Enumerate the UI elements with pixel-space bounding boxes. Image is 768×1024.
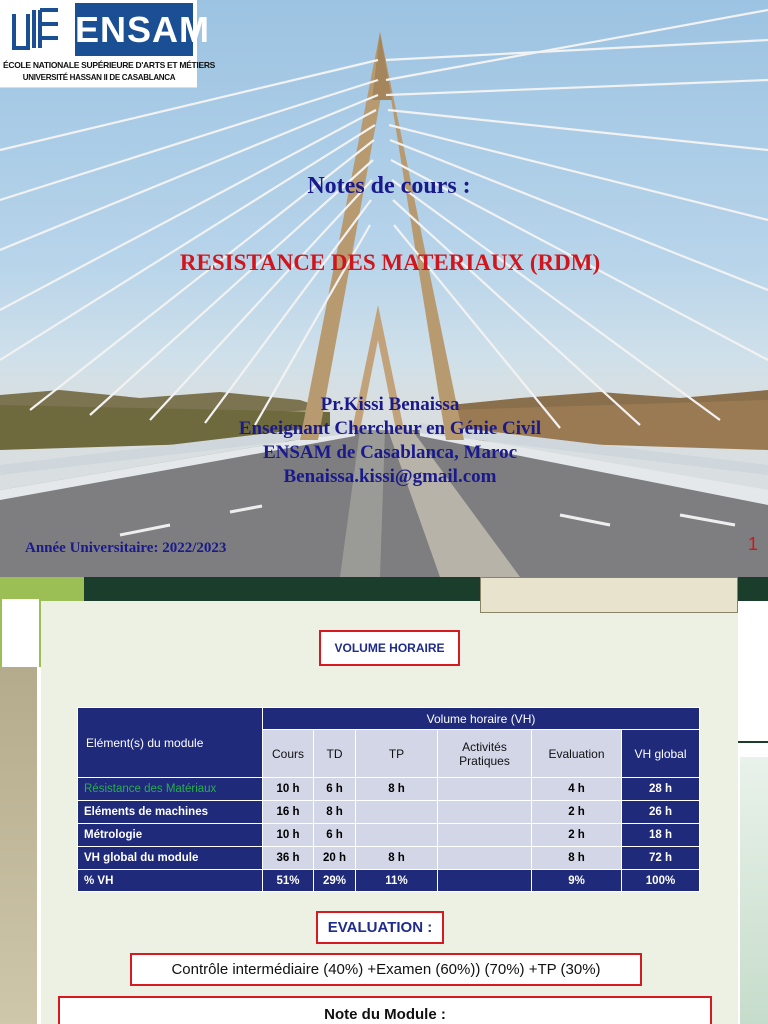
school-name: ÉCOLE NATIONALE SUPÉRIEURE D'ARTS ET MÉTIERS (3, 60, 216, 70)
table-cell: 51% (263, 870, 314, 892)
ensam-logo (0, 0, 216, 88)
table-cell: 8 h (314, 801, 356, 824)
column-header: Cours (263, 730, 314, 778)
table-cell: 16 h (263, 801, 314, 824)
column-header: VH global (622, 730, 700, 778)
table-cell: 18 h (622, 824, 700, 847)
table-cell: 8 h (356, 778, 438, 801)
table-row (78, 778, 700, 801)
row-label: % VH (78, 870, 263, 892)
evaluation-formula-box (130, 953, 642, 986)
evaluation-title-box (316, 911, 444, 944)
volume-title: VOLUME HORAIRE (334, 641, 445, 655)
evaluation-title: EVALUATION : (327, 919, 433, 936)
institution: ENSAM de Casablanca, Maroc (262, 442, 518, 463)
table-cell (438, 824, 532, 847)
table-cell: 6 h (314, 824, 356, 847)
table-cell: 8 h (356, 847, 438, 870)
decor-tan-box (480, 577, 738, 613)
column-header: Activités Pratiques (438, 730, 532, 778)
table-cell: 8 h (532, 847, 622, 870)
decor-right-green (740, 757, 768, 1024)
table-cell: 29% (314, 870, 356, 892)
table-cell: 28 h (622, 778, 700, 801)
table-cell: 36 h (263, 847, 314, 870)
slide-number: 1 (748, 534, 759, 554)
table-cell: 2 h (532, 801, 622, 824)
table-cell: 10 h (263, 778, 314, 801)
table-row (78, 801, 700, 824)
professor-position: Enseignant Chercheur en Génie Civil (238, 418, 542, 439)
volume-horaire-slide (0, 577, 768, 1024)
university-name: UNIVERSITÉ HASSAN II DE CASABLANCA (22, 73, 176, 82)
decor-notch (2, 599, 39, 667)
course-title: RESISTANCE DES MATERIAUX (RDM) (179, 250, 601, 275)
table-cell: 6 h (314, 778, 356, 801)
row-label: Métrologie (78, 824, 263, 847)
table-cell: 11% (356, 870, 438, 892)
author-block (0, 393, 768, 489)
decor-left-strip (0, 667, 37, 1024)
column-header: TP (356, 730, 438, 778)
table-cell (438, 778, 532, 801)
ensam-acronym: ENSAM (75, 3, 193, 56)
table-cell: 2 h (532, 824, 622, 847)
table-cell (438, 847, 532, 870)
table-row (78, 824, 700, 847)
note-module-title: Note du Module : (324, 1006, 446, 1023)
table-row (78, 847, 700, 870)
element-header: Elément(s) du module (78, 708, 263, 778)
university-emblem-icon (8, 6, 66, 56)
table-cell: 4 h (532, 778, 622, 801)
table-cell (356, 824, 438, 847)
table-row (78, 870, 700, 892)
table-cell: 9% (532, 870, 622, 892)
row-label: Eléments de machines (78, 801, 263, 824)
row-label: Résistance des Matériaux (78, 778, 263, 801)
column-header: Evaluation (532, 730, 622, 778)
row-label: VH global du module (78, 847, 263, 870)
decor-right-line (738, 741, 768, 743)
academic-year: Année Universitaire: 2022/2023 (25, 540, 227, 556)
table-cell: 100% (622, 870, 700, 892)
group-header: Volume horaire (VH) (263, 708, 700, 730)
email: Benaissa.kissi@gmail.com (283, 466, 497, 487)
table-cell (356, 801, 438, 824)
table-cell: 72 h (622, 847, 700, 870)
notes-title: Notes de cours : (307, 173, 471, 199)
table-cell (438, 870, 532, 892)
table-cell: 10 h (263, 824, 314, 847)
evaluation-formula: Contrôle intermédiaire (40%) +Examen (60%)) (70%) +TP (30%) (171, 961, 601, 978)
table-cell: 20 h (314, 847, 356, 870)
volume-horaire-table (77, 707, 700, 892)
table-cell (438, 801, 532, 824)
note-module-box (58, 996, 712, 1024)
column-header: TD (314, 730, 356, 778)
volume-title-box (319, 630, 460, 666)
professor-name: Pr.Kissi Benaissa (320, 394, 460, 415)
table-cell: 26 h (622, 801, 700, 824)
